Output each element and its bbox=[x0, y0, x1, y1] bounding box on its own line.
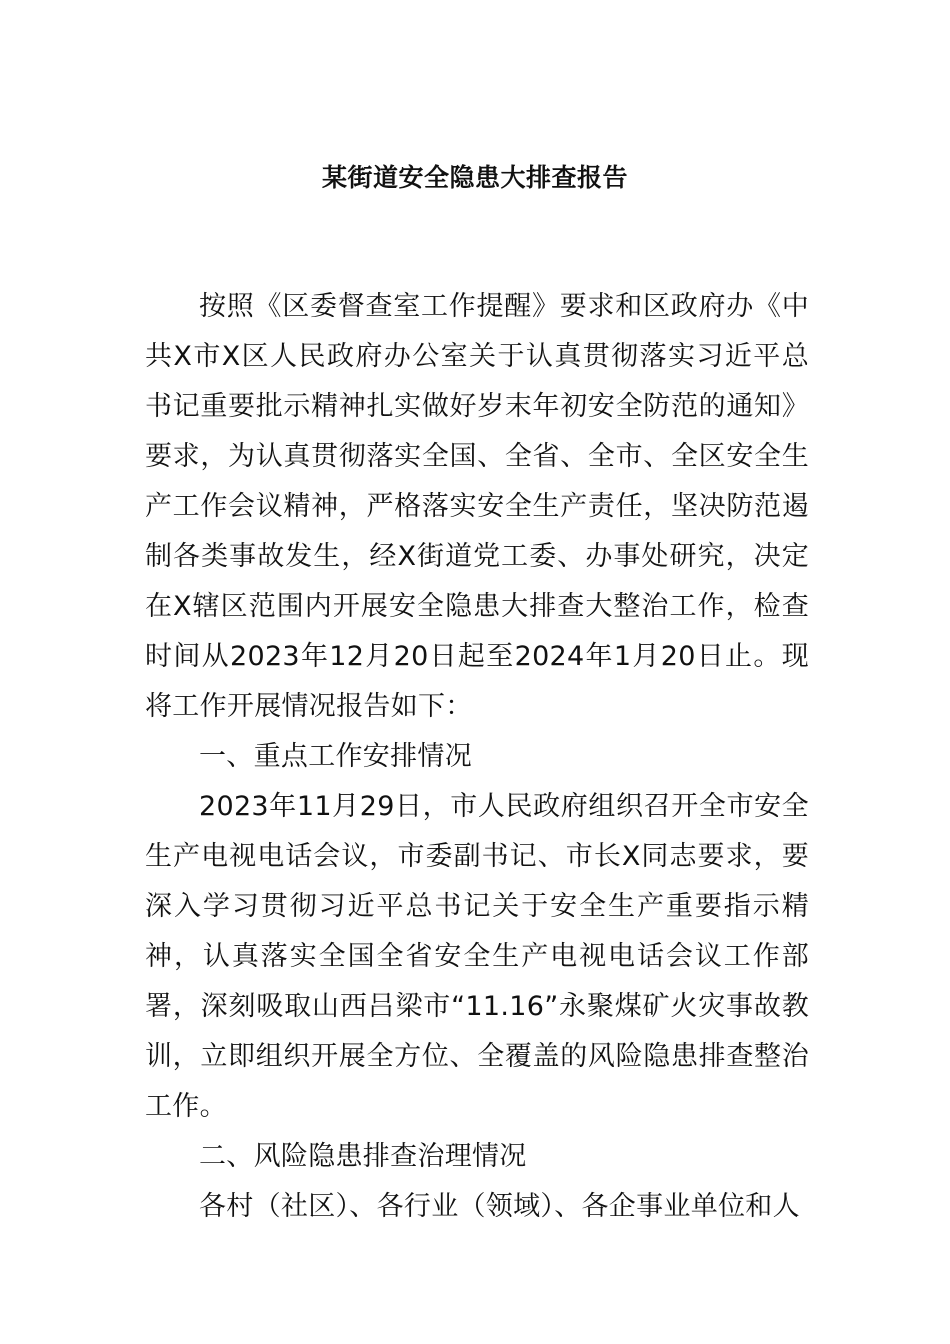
section-heading-2: 二、风险隐患排查治理情况 bbox=[199, 1141, 527, 1172]
intro-paragraph: 按照《区委督查室工作提醒》要求和区政府办《中共X市X区人民政府办公室关于认真贯彻落实习近平总书记重要批示精神扎实做好岁末年初安全防范的通知》要求，为认真贯彻落实全国、全省、全市、全区安全生产工作会议精神，严格落实安全生产责任，坚决防范遏制各类事故发生，经X街道党工委、办事处研究，决定在X辖区范围内开展安全隐患大排查大整治工作，检查时间从2023年12月20日起至2024年1月20日止。现将工作开展情况报告如下： bbox=[145, 291, 809, 722]
document-title: 某街道安全隐患大排查报告 bbox=[321, 163, 628, 192]
section-1-paragraph: 2023年11月29日，市人民政府组织召开全市安全生产电视电话会议，市委副书记、市长X同志要求，要深入学习贯彻习近平总书记关于安全生产重要指示精神，认真落实全国全省安全生产电视电话会议工作部署，深刻吸取山西吕梁市“11.16”永聚煤矿火灾事故教训，立即组织开展全方位、全覆盖的风险隐患排查整治工作。 bbox=[145, 791, 809, 1122]
section-heading-1: 一、重点工作安排情况 bbox=[199, 741, 472, 772]
section-2-paragraph: 各村（社区）、各行业（领域）、各企事业单位和人 bbox=[199, 1191, 800, 1222]
document-body bbox=[145, 282, 809, 1232]
